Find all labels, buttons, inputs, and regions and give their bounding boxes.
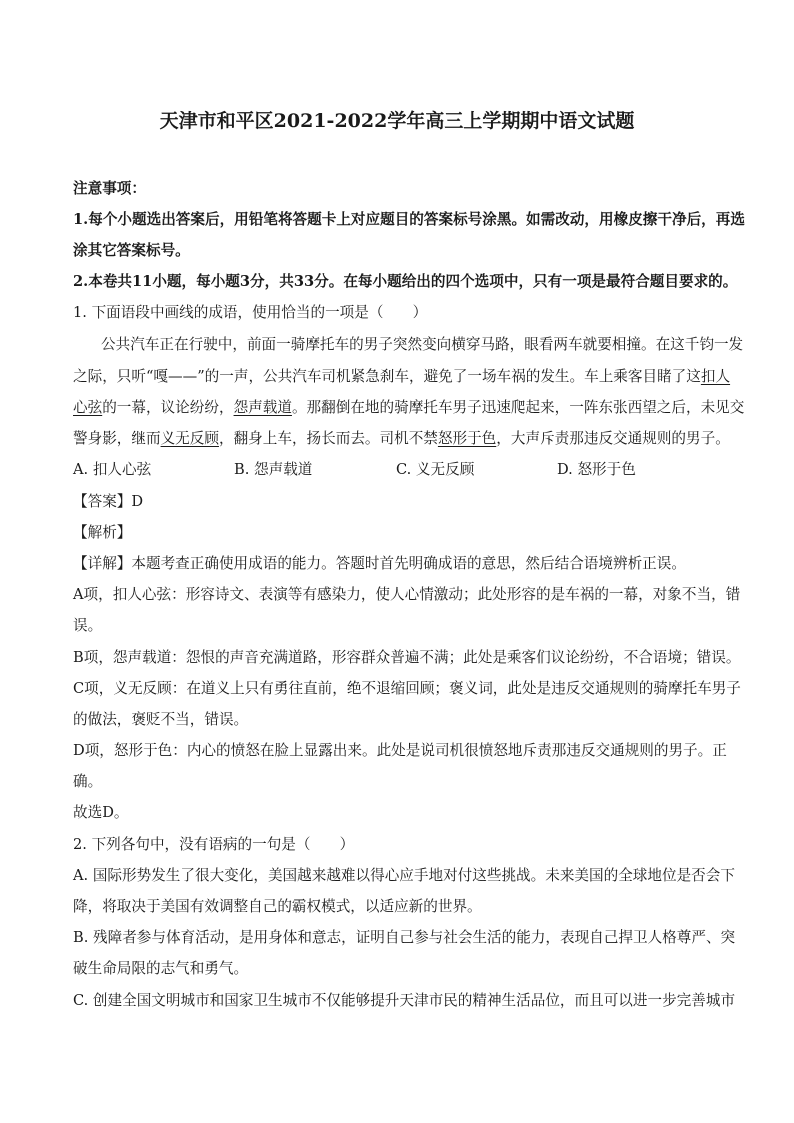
question-2-stem: 2. 下列各句中，没有语病的一句是（ ） <box>73 836 355 853</box>
passage-text: 警身影，继而 <box>73 430 161 447</box>
option-a: A. 扣人心弦 <box>73 461 152 478</box>
notice-item-1-line-1: 1.每个小题选出答案后，用铅笔将答题卡上对应题目的答案标号涂黑。如需改动，用橡皮擦干净后，再选 <box>73 211 745 228</box>
analysis-b-line-1: B项，怨声载道：怨恨的声音充满道路，形容群众普遍不满；此处是乘客们议论纷纷，不合语境；错误。 <box>73 649 741 666</box>
passage-text: ，翻身上车，扬长而去。司机不禁 <box>218 430 438 447</box>
detail-line <box>73 553 723 575</box>
question-2-option-a-line-2: 降，将取决于美国有效调整自己的霸权模式，以适应新的世界。 <box>73 898 482 915</box>
detail-tag: 【详解】 <box>73 555 132 572</box>
passage-text: 。那翻倒在地的骑摩托车男子迅速爬起来，一阵东张西望之后，未见交 <box>291 399 745 416</box>
question-1-passage-line-4 <box>73 428 730 450</box>
question-2-option-c-line-1: C. 创建全国文明城市和国家卫生城市不仅能够提升天津市民的精神生活品位，而且可以进一步完善城市 <box>73 992 736 1009</box>
analysis-a-line-2: 误。 <box>73 617 103 634</box>
passage-text: 的一幕，议论纷纷， <box>102 399 234 416</box>
option-b: B. 怨声载道 <box>234 461 313 478</box>
underlined-idiom: 扣人 <box>700 368 731 385</box>
question-1-stem: 1. 下面语段中画线的成语，使用恰当的一项是（ ） <box>73 304 428 321</box>
analysis-tag: 【解析】 <box>73 524 132 541</box>
underlined-idiom: 怒形于色 <box>437 430 497 447</box>
analysis-c-line-2: 的做法，褒贬不当，错误。 <box>73 711 249 728</box>
question-2-option-b-line-2: 破生命局限的志气和勇气。 <box>73 960 249 977</box>
answer-line <box>73 491 723 513</box>
analysis-d-line-1: D项，怒形于色：内心的愤怒在脸上显露出来。此处是说司机很愤怒地斥责那违反交通规则的男子。正 <box>73 742 727 759</box>
passage-text: ，大声斥责那违反交通规则的男子。 <box>496 430 730 447</box>
question-1-passage-line-2 <box>73 366 731 388</box>
passage-text: 之际，只听“嘎——”的一声，公共汽车司机紧急刹车，避免了一场车祸的发生。车上乘客目睹了这 <box>73 368 701 385</box>
question-1-passage-line-3 <box>73 397 745 419</box>
analysis-a-line-1: A项，扣人心弦：形容诗文、表演等有感染力，使人心情激动；此处形容的是车祸的一幕，对象不当，错 <box>73 586 741 603</box>
underlined-idiom: 心弦 <box>73 399 103 416</box>
answer-value: D <box>131 493 144 510</box>
notice-heading: 注意事项： <box>73 180 146 197</box>
option-c: C. 义无反顾 <box>396 461 475 478</box>
question-2-option-b-line-1: B. 残障者参与体育活动，是用身体和意志，证明自己参与社会生活的能力，表现自己捍卫人格尊严、突 <box>73 929 736 946</box>
document-title: 天津市和平区2021-2022学年高三上学期期中语文试题 <box>159 110 635 132</box>
analysis-d-line-2: 确。 <box>73 773 103 790</box>
analysis-c-line-1: C项，义无反顾：在道义上只有勇往直前，绝不退缩回顾；褒义词，此处是违反交通规则的骑摩托车男子 <box>73 680 741 697</box>
option-d: D. 怒形于色 <box>557 461 636 478</box>
question-2-option-a-line-1: A. 国际形势发生了很大变化，美国越来越难以得心应手地对付这些挑战。未来美国的全球地位是否会下 <box>73 867 735 884</box>
conclusion: 故选D。 <box>73 804 129 821</box>
underlined-idiom: 义无反顾 <box>160 430 219 447</box>
detail-text: 本题考查正确使用成语的能力。答题时首先明确成语的意思，然后结合语境辨析正误。 <box>131 555 686 572</box>
notice-item-2: 2.本卷共11小题，每小题3分，共33分。在每小题给出的四个选项中，只有一项是最符合题目要求的。 <box>73 273 738 290</box>
underlined-idiom: 怨声载道 <box>233 399 292 416</box>
answer-tag: 【答案】 <box>73 493 132 510</box>
question-1-passage-line-1: 公共汽车正在行驶中，前面一骑摩托车的男子突然变向横穿马路，眼看两车就要相撞。在这千钧一发 <box>101 336 744 353</box>
notice-item-1-line-2: 涂其它答案标号。 <box>73 242 190 259</box>
